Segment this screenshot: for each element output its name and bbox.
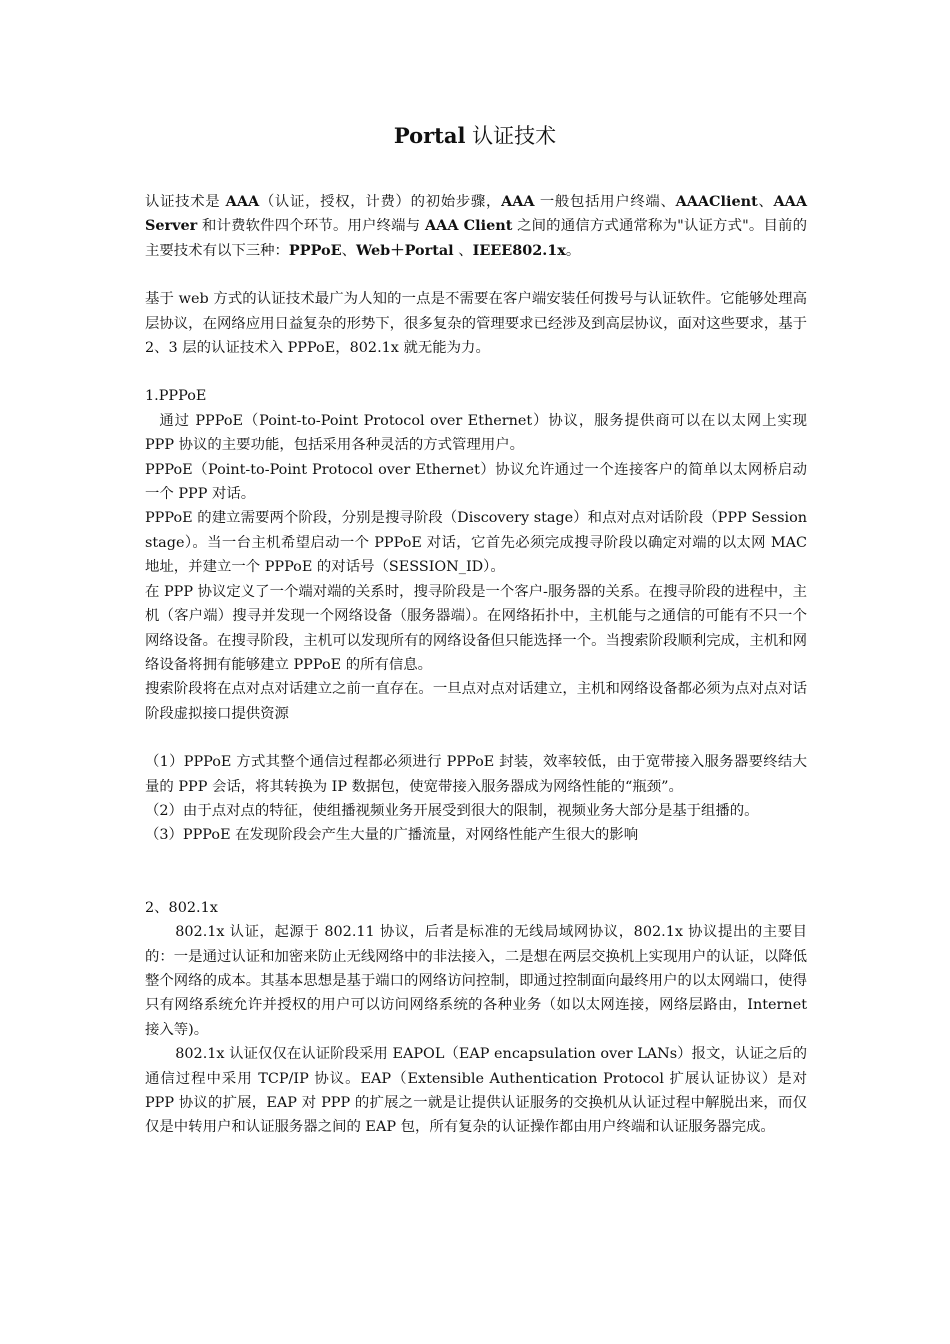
web-auth-paragraph: 基于 web 方式的认证技术最广为人知的一点是不需要在客户端安装任何拨号与认证软件。它能够处理高层协议，在网络应用日益复杂的形势下，很多复杂的管理要求已经涉及到高层协议，面对这些要求，基于 2、3 层的认证技术入 PPPoE，802.1x 就无能为力。 [145, 291, 807, 357]
intro-text: 和计费软件四个环节。用户终端与 [197, 218, 426, 235]
page-title-latin: Portal [393, 123, 466, 148]
intro-text: 。 [565, 242, 581, 259]
intro-text: 、 [757, 194, 774, 210]
pppoe-drawback-item: （1）PPPoE 方式其整个通信过程都必须进行 PPPoE 封装，效率较低，由于宽带接入服务器要终结大量的 PPP 会话，将其转换为 IP 数据包，使宽带接入服务器成为网络性能的“瓶颈”。 [145, 754, 807, 795]
page-title-cjk: 认证技术 [465, 124, 557, 148]
intro-bold-term: AAA [501, 193, 535, 210]
pppoe-drawback-item: （3）PPPoE 在发现阶段会产生大量的广播流量，对网络性能产生很大的影响 [145, 827, 639, 844]
document-body [145, 190, 807, 1140]
intro-bold-term: AAA Server [145, 193, 807, 235]
pppoe-heading: 1.PPPoE [145, 388, 207, 405]
pppoe-paragraph: 搜索阶段将在点对点对话建立之前一直存在。一旦点对点对话建立，主机和网络设备都必须为点对点对话阶段虚拟接口提供资源 [145, 681, 807, 722]
dot1x-heading: 2、802.1x [145, 899, 218, 916]
intro-bold-term: AAA Client [425, 217, 513, 235]
pppoe-drawback-item: （2）由于点对点的特征，使组播视频业务开展受到很大的限制，视频业务大部分是基于组播的。 [145, 802, 759, 819]
intro-text: 一般包括用户终端、 [534, 194, 676, 210]
pppoe-paragraph: PPPoE 的建立需要两个阶段，分别是搜寻阶段（Discovery stage）和点对点对话阶段（PPP Session stage）。当一台主机希望启动一个 PPPoE 对话，它首先必须完成搜寻阶段以确定对端的以太网 MAC 地址，并建立一个 PPPoE 的对话号（SESSION_ID）。 [145, 510, 807, 576]
spacer [145, 848, 807, 896]
dot1x-paragraph: 802.1x 认证仅仅在认证阶段采用 EAPOL（EAP encapsulation over LANs）报文，认证之后的通信过程中采用 TCP/IP 协议。EAP（Extensible Authentication Protocol 扩展认证协议）是对 PPP 协议的扩展，EAP 对 PPP 的扩展之一就是让提供认证服务的交换机从认证过程中解脱出来，而仅仅是中转用户和认证服务器之间的 EAP 包，所有复杂的认证操作都由用户终端和认证服务器完成。 [145, 1046, 807, 1136]
intro-bold-term: AAAClient [675, 193, 758, 210]
intro-text: （认证，授权，计费）的初始步骤， [259, 194, 502, 210]
intro-bold-term: Web＋Portal [355, 241, 454, 259]
spacer [145, 360, 807, 384]
intro-text: 、 [453, 242, 473, 259]
intro-bold-term: IEEE802.1x [472, 241, 566, 259]
intro-text: 认证技术是 [145, 194, 226, 210]
intro-bold-term: AAA [225, 193, 260, 210]
intro-bold-term: PPPoE [288, 241, 342, 259]
pppoe-paragraph: PPPoE（Point-to-Point Protocol over Ethernet）协议允许通过一个连接客户的简单以太网桥启动一个 PPP 对话。 [145, 461, 807, 503]
page-title [0, 122, 950, 150]
intro-text: 、 [341, 242, 356, 259]
spacer [145, 263, 807, 287]
pppoe-paragraph: 通过 PPPoE（Point-to-Point Protocol over Ethernet）协议，服务提供商可以在以太网上实现 PPP 协议的主要功能，包括采用各种灵活的方式管理用户。 [145, 412, 807, 454]
spacer [145, 726, 807, 750]
dot1x-paragraph: 802.1x 认证，起源于 802.11 协议，后者是标准的无线局域网协议，802.1x 协议提出的主要目的：一是通过认证和加密来防止无线网络中的非法接入，二是想在两层交换机上实现用户的认证，以降低整个网络的成本。其基本思想是基于端口的网络访问控制，即通过控制面向最终用户的以太网端口，使得只有网络系统允许并授权的用户可以访问网络系统的各种业务（如以太网连接，网络层路由，Internet 接入等)。 [145, 924, 807, 1038]
intro-paragraph [145, 190, 807, 263]
intro-text: 之间的通信方式通常称为"认证方式"。目前的主要技术有以下三种： [145, 218, 807, 259]
pppoe-paragraph: 在 PPP 协议定义了一个端对端的关系时，搜寻阶段是一个客户-服务器的关系。在搜寻阶段的进程中，主机（客户端）搜寻并发现一个网络设备（服务器端）。在网络拓扑中，主机能与之通信的可能有不只一个网络设备。在搜寻阶段，主机可以发现所有的网络设备但只能选择一个。当搜索阶段顺利完成，主机和网络设备将拥有能够建立 PPPoE 的所有信息。 [145, 583, 807, 673]
